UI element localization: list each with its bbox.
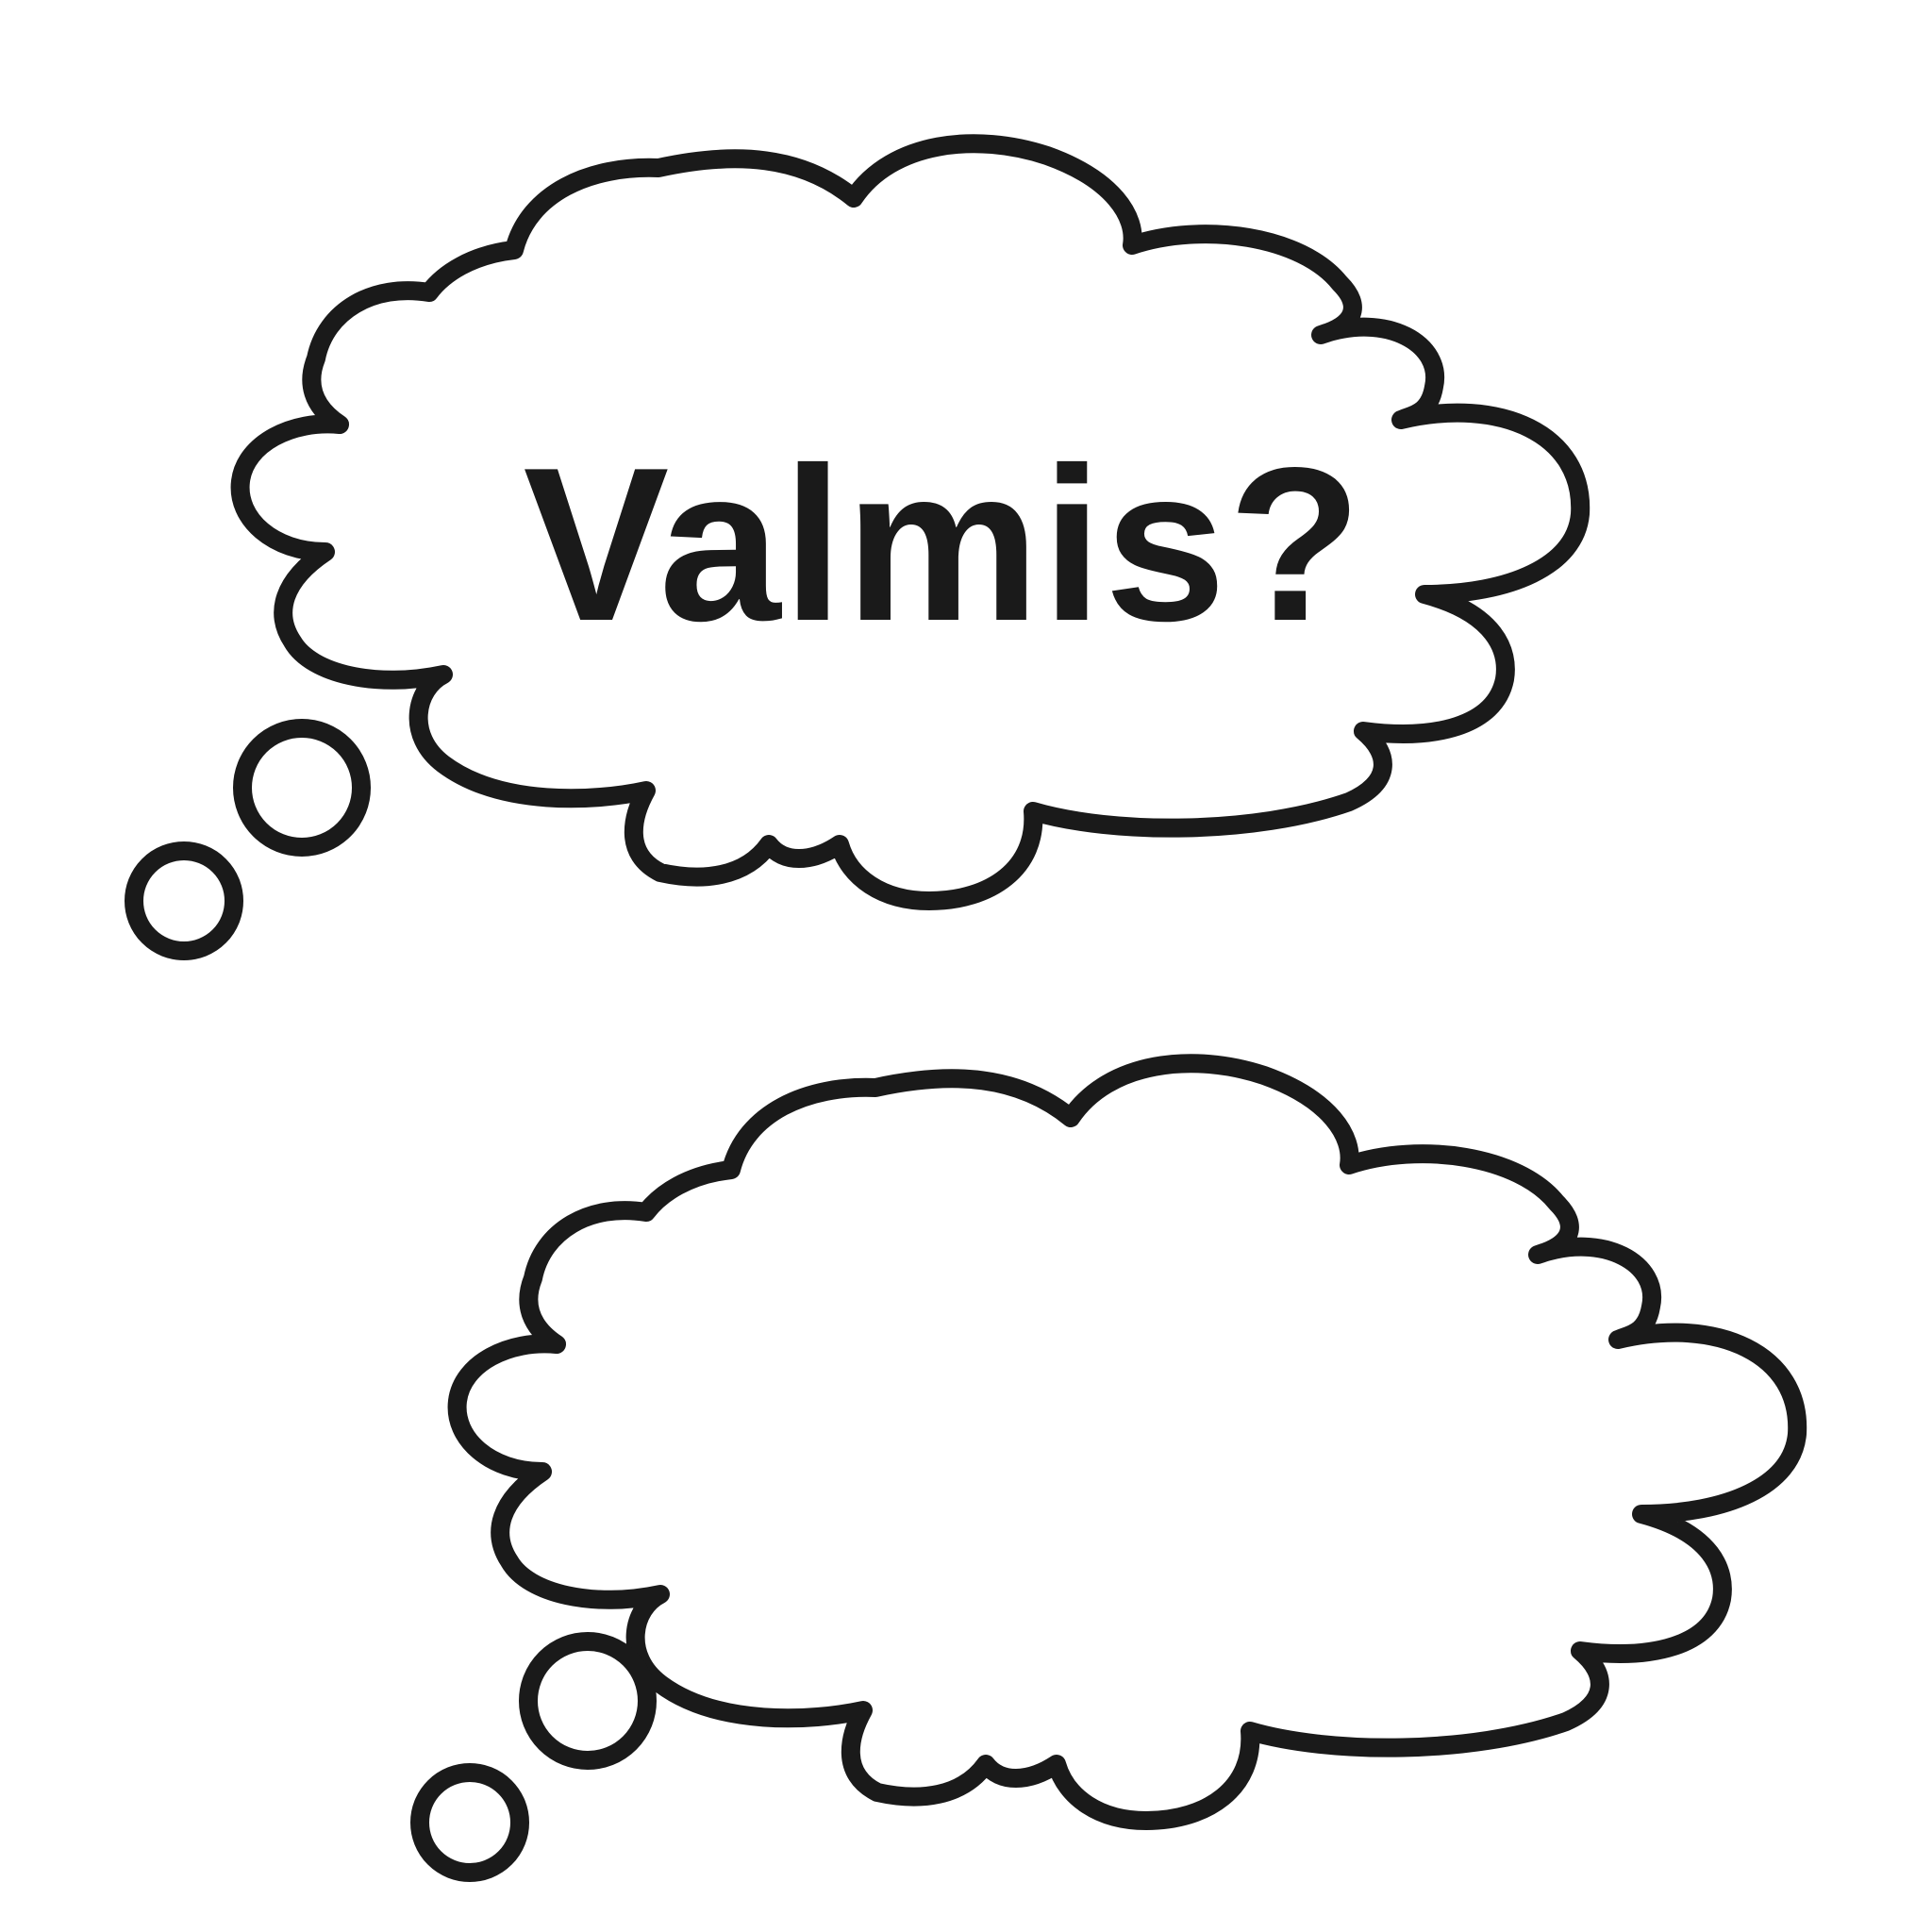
thought-dot-large-top	[242, 728, 361, 847]
thought-dot-large-bottom	[528, 1641, 647, 1760]
thought-bubble-bottom	[420, 1063, 1797, 1873]
thought-dot-small-bottom	[420, 1773, 520, 1873]
thought-dot-small-top	[134, 851, 234, 951]
cloud-shape-bottom	[458, 1063, 1798, 1821]
thought-bubble-top	[134, 143, 1580, 951]
thought-text: Valmis?	[523, 423, 1364, 667]
